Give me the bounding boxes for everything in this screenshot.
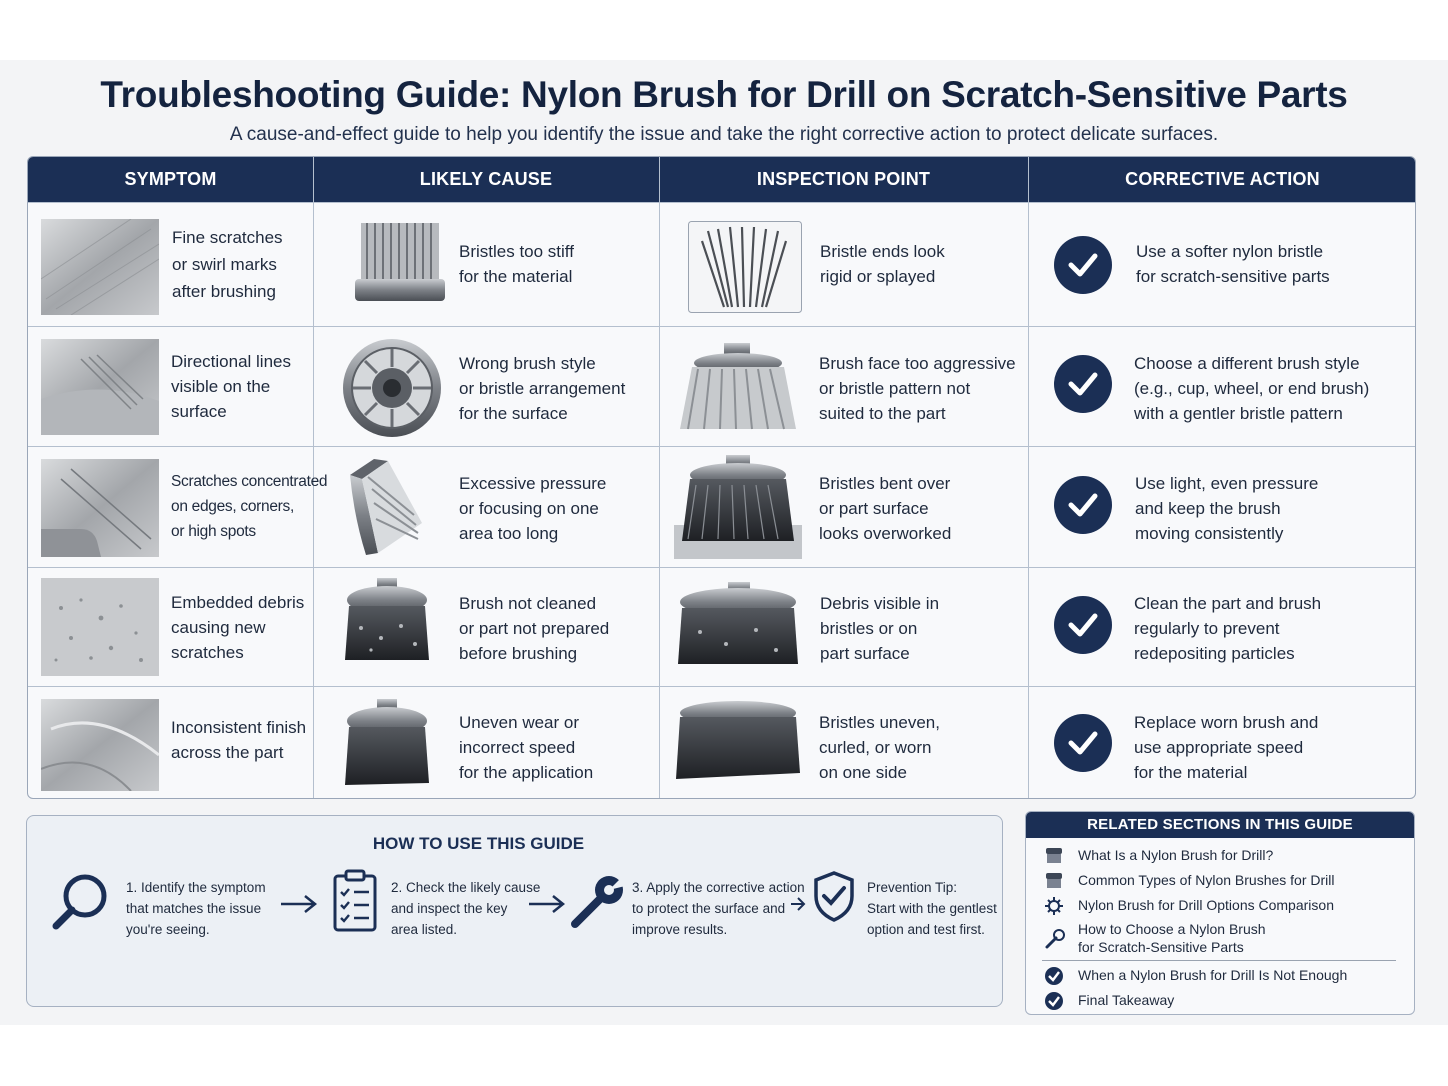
symptom-text: Scratches concentrated on edges, corners, or high spots — [171, 473, 328, 540]
related-link-what-is[interactable]: What Is a Nylon Brush for Drill? — [1078, 847, 1274, 863]
magnifier-icon — [51, 872, 113, 932]
column-header-action: CORRECTIVE ACTION — [1125, 169, 1320, 189]
symptom-text: Inconsistent finish across the part — [171, 718, 307, 762]
column-header-cause: LIKELY CAUSE — [419, 169, 553, 189]
debris-brush-image — [676, 582, 800, 672]
check-icon — [1054, 714, 1112, 772]
action-text: Clean the part and brush regularly to prevent redepositing particles — [1134, 594, 1322, 663]
check-icon — [1054, 596, 1112, 654]
brush-icon — [1044, 846, 1064, 864]
related-sections-panel — [1025, 811, 1415, 1015]
check-icon — [1054, 236, 1112, 294]
action-text: Use a softer nylon bristle for scratch-sensitive parts — [1136, 242, 1330, 286]
inspection-text: Bristle ends look rigid or splayed — [820, 242, 945, 286]
cup-brush-image — [678, 343, 802, 433]
scratched-metal-image — [41, 219, 159, 315]
table-row — [28, 567, 1415, 686]
guide-page — [0, 60, 1448, 1025]
symptom-text: Fine scratches or swirl marks after brushing — [172, 228, 283, 301]
shield-check-icon — [812, 870, 856, 924]
scratched-edge-image — [41, 459, 159, 557]
splayed-bristles-image — [688, 221, 802, 313]
how-to-use-panel — [26, 815, 1003, 1007]
gear-icon — [1044, 896, 1064, 916]
stiff-brush-image — [353, 221, 448, 309]
uneven-finish-image — [41, 699, 159, 791]
arrow-right-icon — [789, 895, 809, 913]
divider — [1042, 960, 1396, 961]
table-header — [28, 157, 1415, 202]
column-header-inspection: INSPECTION POINT — [756, 169, 931, 189]
action-text: Choose a different brush style (e.g., cup, wheel, or end brush) with a gentler bristle pattern — [1134, 354, 1370, 423]
clipboard-icon — [332, 868, 378, 932]
table-row — [28, 446, 1415, 567]
table-row — [28, 686, 1415, 799]
page-title: Troubleshooting Guide: Nylon Brush for Drill on Scratch-Sensitive Parts — [100, 74, 1348, 115]
check-icon — [1054, 476, 1112, 534]
cause-text: Uneven wear or incorrect speed for the application — [459, 713, 594, 782]
related-link-final-takeaway[interactable]: Final Takeaway — [1078, 992, 1175, 1008]
cause-text: Brush not cleaned or part not prepared before brushing — [459, 594, 610, 663]
angled-brush-image — [344, 457, 426, 557]
bent-bristles-image — [674, 455, 802, 559]
step-1-text: 1. Identify the symptom that matches the issue you're seeing. — [126, 880, 266, 937]
brush-icon — [1044, 871, 1064, 889]
inspection-text: Bristles bent over or part surface looks overworked — [819, 474, 952, 543]
action-text: Replace worn brush and use appropriate speed for the material — [1134, 713, 1319, 782]
how-to-use-title: HOW TO USE THIS GUIDE — [372, 834, 585, 853]
step-2-text: 2. Check the likely cause and inspect the key area listed. — [391, 880, 541, 937]
dirty-brush-image — [341, 578, 433, 678]
wrench-icon — [567, 872, 627, 932]
inspection-text: Bristles uneven, curled, or worn on one side — [819, 713, 940, 782]
cause-text: Wrong brush style or bristle arrangement for the surface — [459, 354, 626, 423]
check-circle-icon — [1044, 966, 1064, 986]
related-link-how-to-choose[interactable]: How to Choose a Nylon Brush for Scratch-Sensitive Parts — [1078, 921, 1266, 955]
check-icon — [1054, 355, 1112, 413]
debris-metal-image — [41, 578, 159, 676]
step-3-text: 3. Apply the corrective action to protect the surface and improve results. — [632, 880, 805, 937]
action-text: Use light, even pressure and keep the brush moving consistently — [1135, 474, 1319, 543]
related-sections-title: RELATED SECTIONS IN THIS GUIDE — [1026, 812, 1414, 838]
lined-metal-image — [41, 339, 159, 435]
symptom-text: Directional lines visible on the surface — [171, 352, 291, 421]
wheel-brush-image — [341, 337, 443, 439]
page-subtitle: A cause-and-effect guide to help you identify the issue and take the right corrective action to protect delicate surfaces. — [229, 124, 1219, 145]
prevention-tip-text: Prevention Tip: Start with the gentlest option and test first. — [867, 880, 997, 937]
cause-text: Excessive pressure or focusing on one area too long — [459, 474, 607, 543]
symptom-text: Embedded debris causing new scratches — [171, 593, 305, 662]
related-link-common-types[interactable]: Common Types of Nylon Brushes for Drill — [1078, 872, 1335, 888]
related-link-options-comparison[interactable]: Nylon Brush for Drill Options Comparison — [1078, 897, 1334, 913]
arrow-right-icon — [279, 893, 319, 915]
troubleshooting-table — [27, 156, 1416, 799]
related-link-not-enough[interactable]: When a Nylon Brush for Drill Is Not Enough — [1078, 967, 1348, 983]
table-row — [28, 326, 1415, 446]
inspection-text: Brush face too aggressive or bristle pattern not suited to the part — [819, 354, 1016, 423]
uneven-bristles-image — [674, 699, 802, 785]
cause-text: Bristles too stiff for the material — [459, 242, 574, 286]
arrow-right-icon — [527, 893, 567, 915]
check-circle-icon — [1044, 991, 1064, 1011]
inspection-text: Debris visible in bristles or on part surface — [820, 594, 940, 663]
tools-icon — [1044, 928, 1066, 950]
column-header-symptom: SYMPTOM — [124, 169, 217, 189]
table-row — [28, 202, 1415, 326]
worn-brush-image — [341, 699, 433, 791]
